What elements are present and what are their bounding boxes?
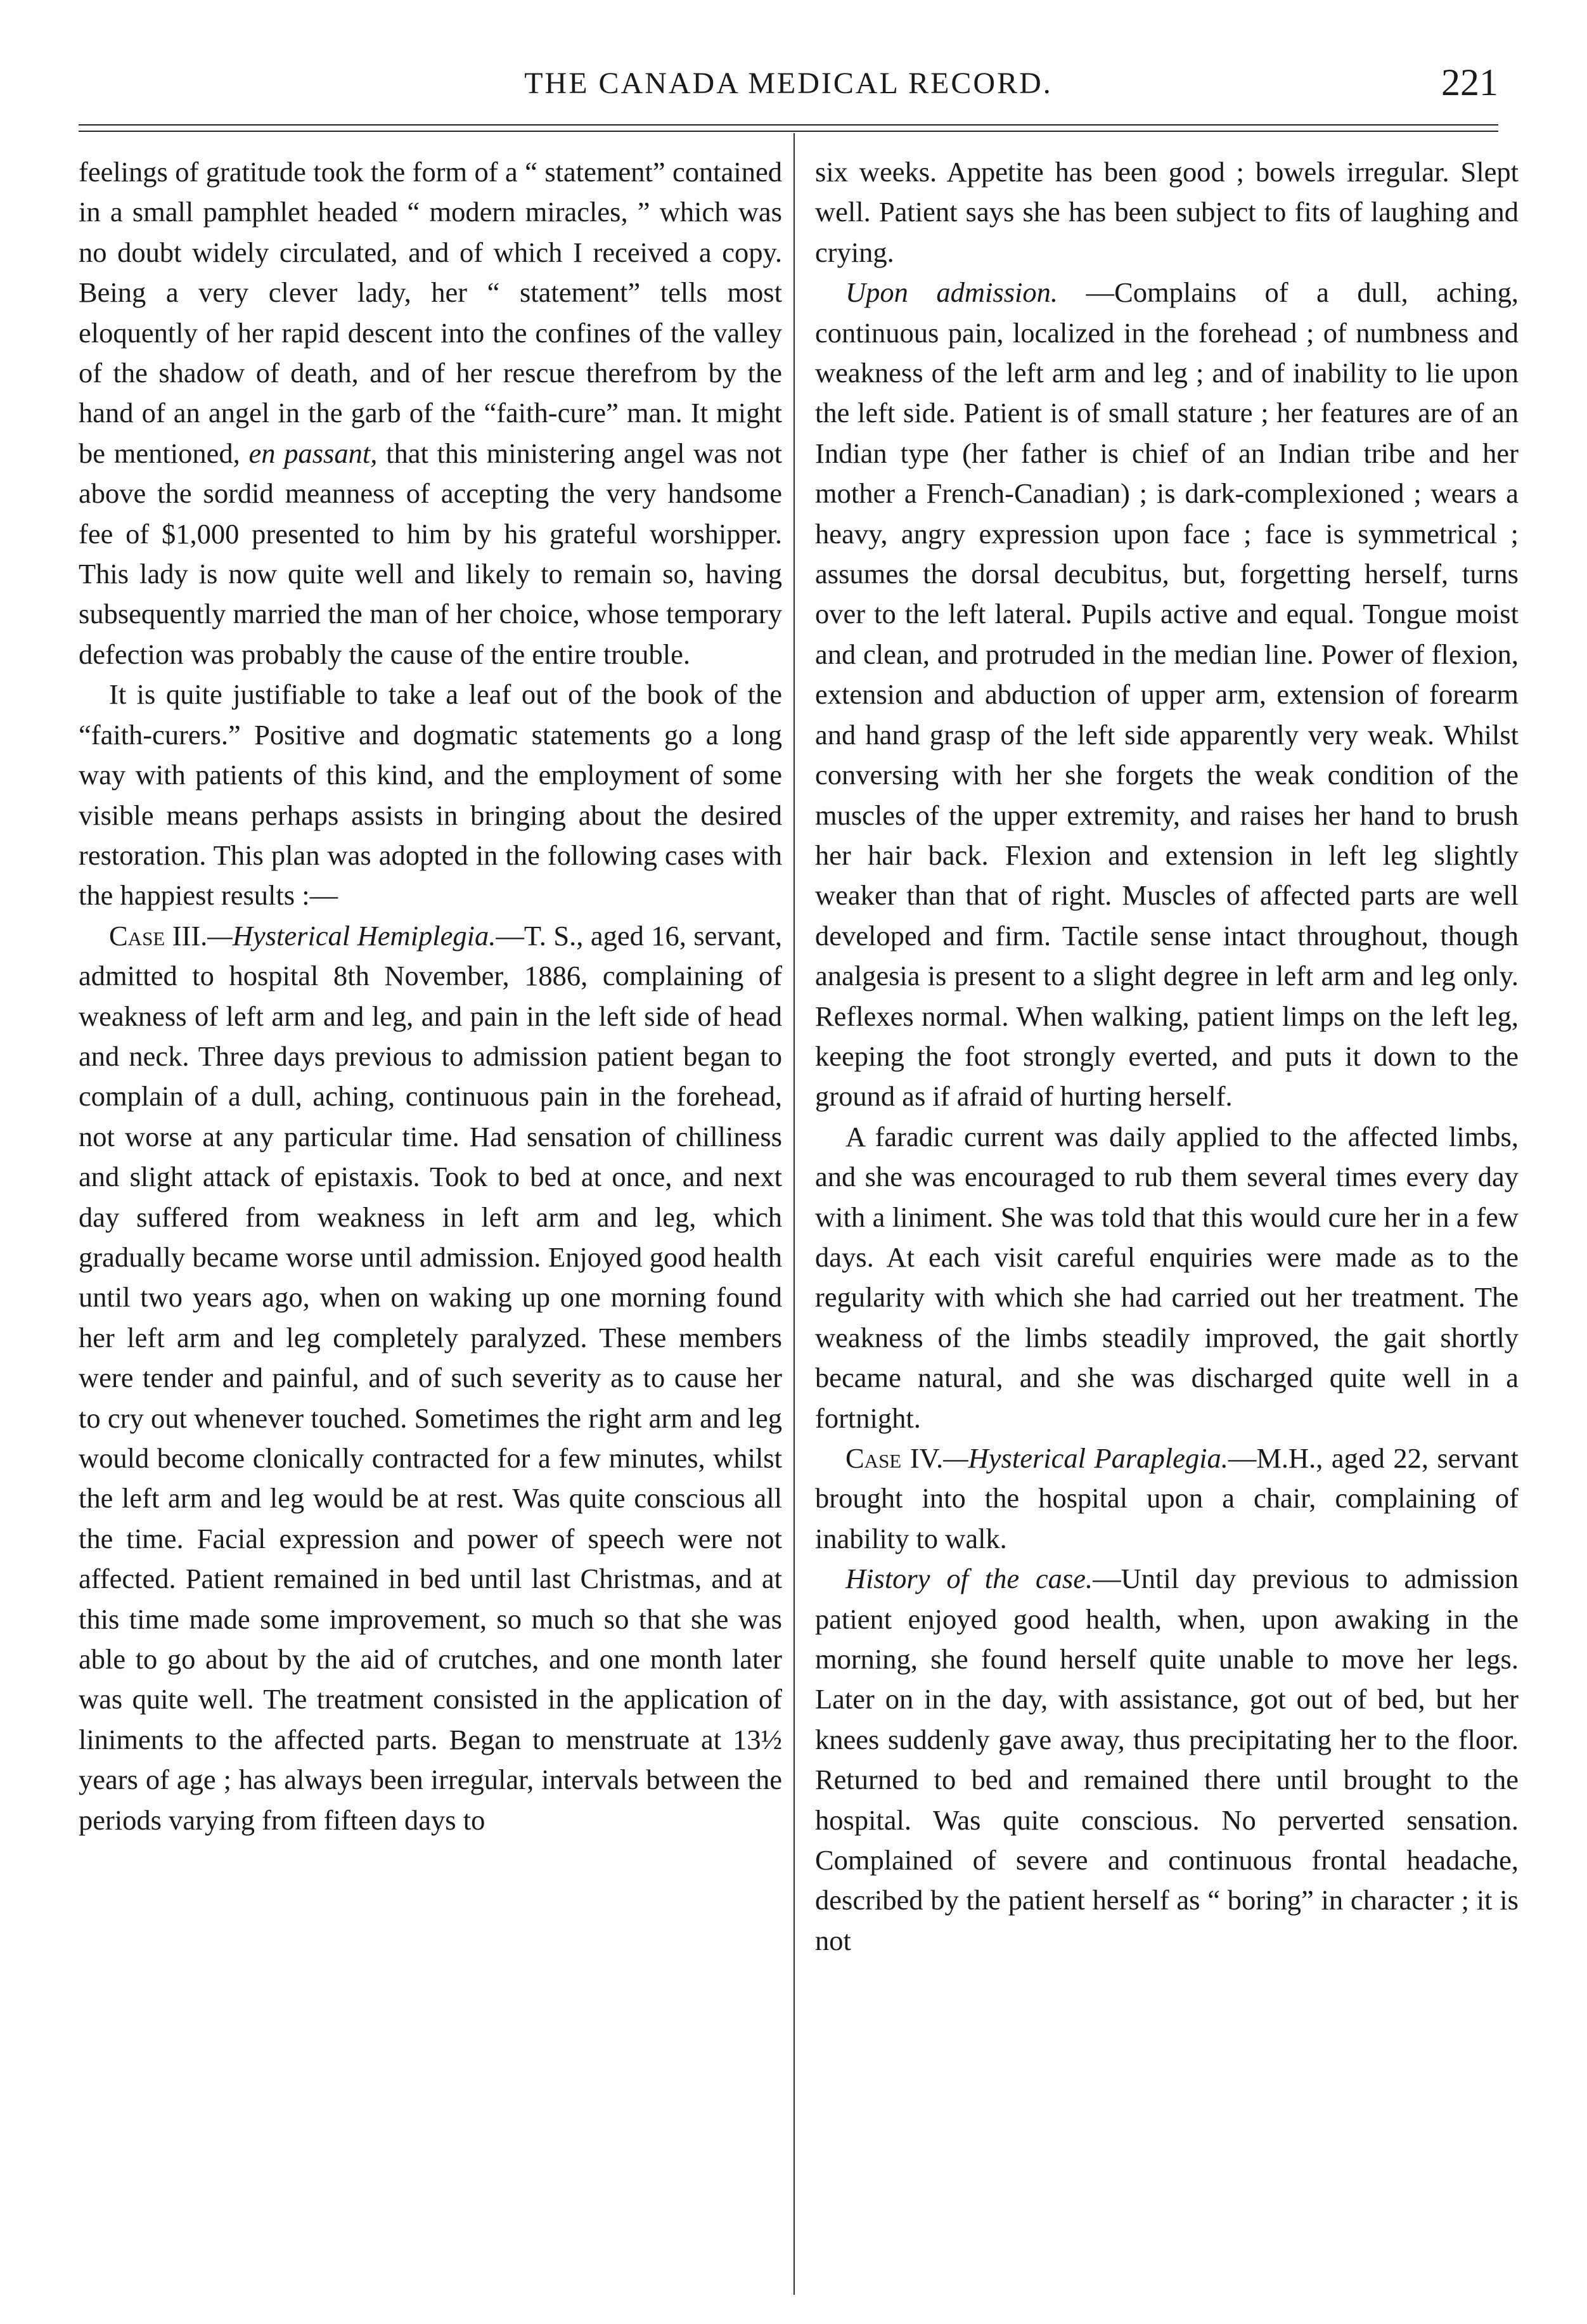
header-rule	[79, 124, 1498, 132]
paragraph-text: —Complains of a dull, aching, continuous pain, localized in the forehead ; of numbness and weakness of the left arm and leg ; and of inability to lie upon the left side. Patient is of small stature ; her features are of an Indian type (her father is chief of an Indian tribe and her mother a French-Canadian) ; is dark-complexioned ; wears a heavy, angry expression upon face ; face is symmetrical ; assumes the dorsal decubitus, but, forgetting herself, turns over to the left lateral. Pupils active and equal. Tongue moist and clean, and protruded in the median line. Power of flexion, extension and abduction of upper arm, extension of forearm and hand grasp of the left side apparently very weak. Whilst conversing with her she forgets the weak condition of the muscles of the upper extremity, and raises her hand to brush her hair back. Flexion and extension in left leg slightly weaker than that of right. Muscles of affected parts are well developed and firm. Tactile sense intact throughout, though analgesia is present to a slight degree in left arm and leg only. Reflexes normal. When walking, patient limps on the left leg, keeping the foot strongly everted, and puts it down to the ground as if afraid of hurting herself.	[815, 276, 1519, 1113]
paragraph: It is quite justifiable to take a leaf out of the book of the “faith-curers.” Positive and dogmatic statements go a long way with patients of this kind, and the employment of some visible means perhaps assists in bringing about the desired restoration. This plan was adopted in the following cases with the happiest results :—	[79, 678, 782, 912]
section-heading: History of the case.	[845, 1563, 1093, 1595]
left-column	[79, 152, 782, 1840]
page-number: 221	[1441, 61, 1498, 103]
paragraph-text: that this ministering angel was not above the sordid meanness of accepting the very handsome fee of $1,000 presented to him by his grateful worshipper. This lady is now quite well and likely to remain so, having subsequently married the man of her choice, whose temporary defection was probably the cause of the entire trouble.	[79, 437, 782, 670]
paragraph-text: feelings of gratitude took the form of a “ statement” contained in a small pamphlet headed “ modern miracles, ” which was no doubt widely circulated, and of which I received a copy. Being a very clever lady, her “ statement” tells most eloquently of her rapid descent into the confines of the valley of the shadow of death, and of her rescue therefrom by the hand of an angel in the garb of the “faith-cure” man. It might be mentioned,	[79, 156, 782, 469]
italic-phrase: en passant,	[248, 437, 378, 469]
paragraph	[815, 1559, 1519, 1961]
journal-title: THE CANADA MEDICAL RECORD.	[524, 67, 1053, 100]
paragraph	[79, 152, 782, 675]
case-label: Case III.	[109, 919, 208, 952]
right-column	[815, 152, 1519, 1961]
case-paragraph	[79, 916, 782, 1840]
paragraph	[815, 273, 1519, 1117]
column-divider	[794, 133, 795, 2295]
section-heading: Upon admission.	[845, 276, 1058, 309]
case-label: Case IV.	[845, 1442, 944, 1474]
running-head	[79, 63, 1498, 114]
case-text: —M.H., aged 22, servant brought into the hospital upon a chair, complaining of inability to walk.	[815, 1442, 1519, 1554]
case-text: —T. S., aged 16, servant, admitted to hospital 8th November, 1886, complaining of weakness of left arm and leg, and pain in the left side of head and neck. Three days previous to admission patient began to complain of a dull, aching, continuous pain in the forehead, not worse at any particular time. Had sensation of chilliness and slight attack of epistaxis. Took to bed at once, and next day suffered from weakness in left arm and leg, which gradually became worse until admission. Enjoyed good health until two years ago, when on waking up one morning found her left arm and leg completely paralyzed. These members were tender and painful, and of such severity as to cause her to cry out whenever touched. Sometimes the right arm and leg would become clonically contracted for a few minutes, whilst the left arm and leg would be at rest. Was quite conscious all the time. Facial expression and power of speech were not affected. Patient remained in bed until last Christmas, and at this time made some improvement, so much so that she was able to go about by the aid of crutches, and one month later was quite well. The treatment consisted in the application of liniments to the affected parts. Began to menstruate at 13½ years of age ; has always been irregular, intervals between the periods varying from fifteen days to	[79, 919, 782, 1836]
case-title: —Hysterical Hemiplegia.	[207, 919, 496, 952]
paragraph: A faradic current was daily applied to the affected limbs, and she was encouraged to rub them several times every day with a liniment. She was told that this would cure her in a few days. At each visit careful enquiries were made as to the regularity with which she had carried out her treatment. The weakness of the limbs steadily improved, the gait shortly became natural, and she was discharged quite well in a fortnight.	[815, 1120, 1519, 1434]
paragraph: six weeks. Appetite has been good ; bowels irregular. Slept well. Patient says she has been subject to fits of laughing and crying.	[815, 156, 1519, 268]
case-title: —Hysterical Paraplegia.	[943, 1442, 1228, 1474]
paragraph-text: —Until day previous to admission patient enjoyed good health, when, upon awaking in the morning, she found herself quite unable to move her legs. Later on in the day, with assistance, got out of bed, but her knees suddenly gave away, thus precipitating her to the floor. Returned to bed and remained there until brought to the hospital. Was quite conscious. No perverted sensation. Complained of severe and continuous frontal headache, described by the patient herself as “ boring” in character ; it is not	[815, 1563, 1519, 1956]
case-paragraph	[815, 1438, 1519, 1559]
